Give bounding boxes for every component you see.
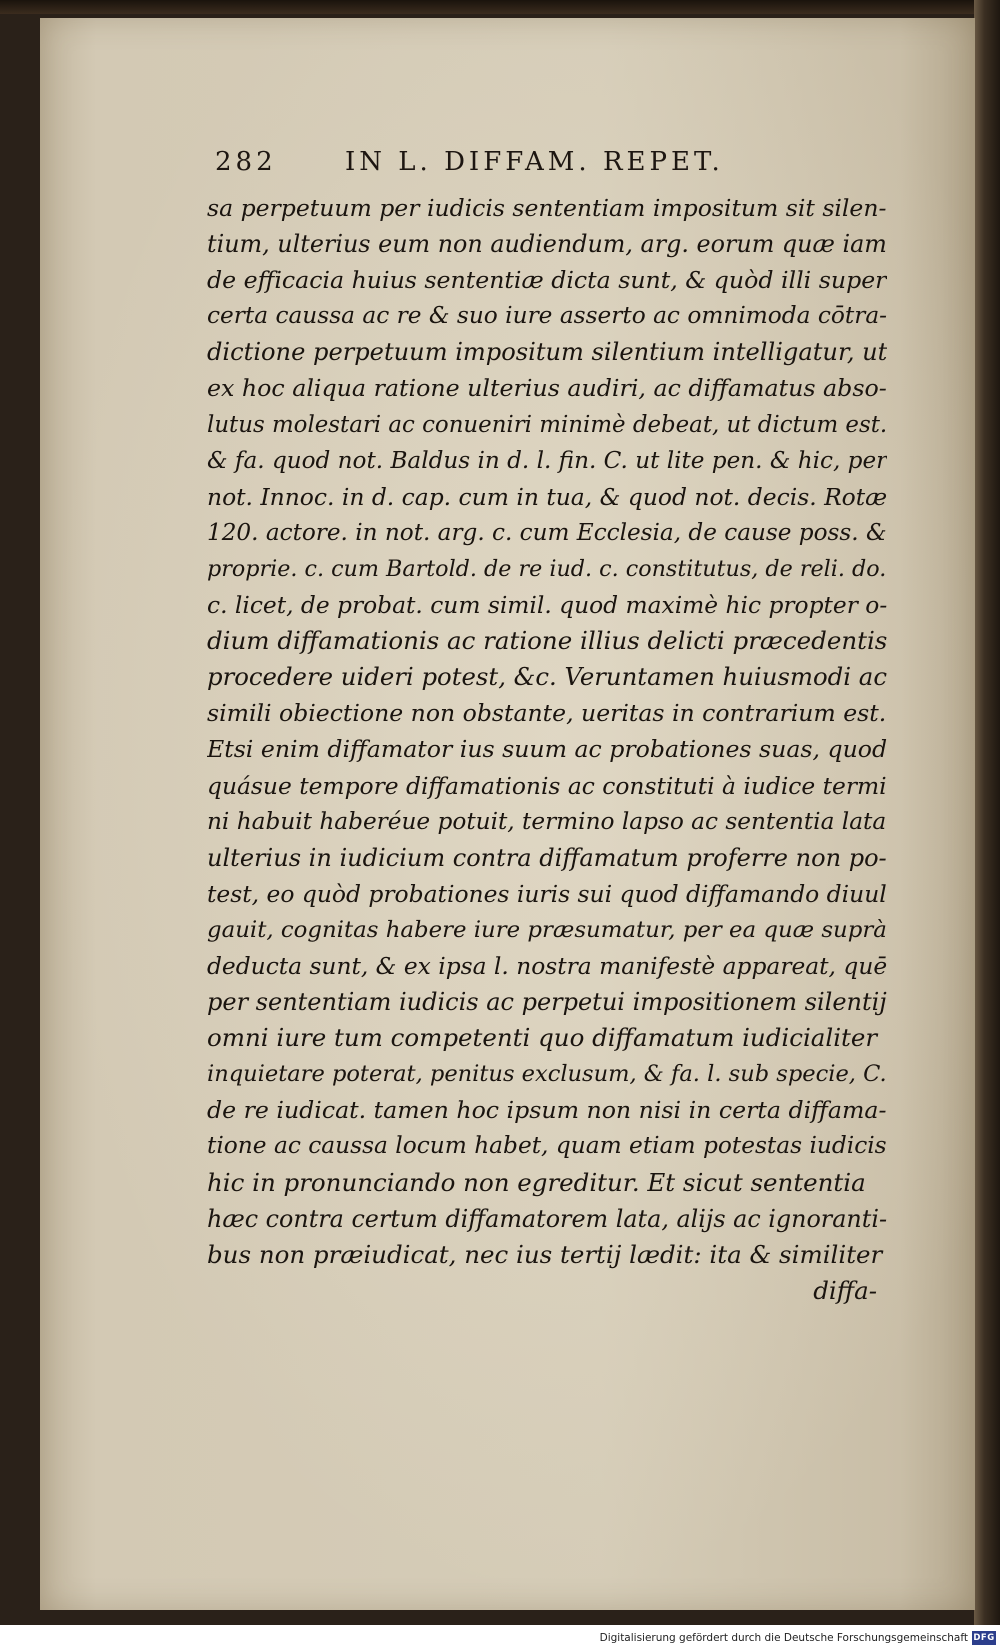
dfg-logo: DFG (973, 1633, 995, 1643)
text-line: de efficacia huius sententiæ dicta sunt, & quòd illi super (207, 266, 887, 295)
text-line: procedere uideri potest, &c. Veruntamen huiusmodi ac (207, 662, 887, 692)
text-line: certa caussa ac re & suo iure asserto ac omnimoda cōtra- (207, 302, 887, 330)
text-line: bus non præiudicat, nec ius tertij lædit: ita & similiter (207, 1239, 883, 1269)
text-line: deducta sunt, & ex ipsa l. nostra manifestè appareat, quē (207, 951, 887, 980)
text-line: quásue tempore diffamationis ac constituti à iudice termi (207, 771, 887, 800)
text-line: de re iudicat. tamen hoc ipsum non nisi in certa diffama- (207, 1096, 887, 1125)
book-top-edge (0, 0, 1000, 14)
text-line: hic in pronunciando non egreditur. Et sicut sententia (207, 1167, 866, 1197)
text-line: test, eo quòd probationes iuris sui quod diffamando diuul (207, 879, 887, 908)
text-line: tione ac caussa locum habet, quam etiam potestas iudicis (207, 1132, 887, 1160)
text-line: not. Innoc. in d. cap. cum in tua, & quod not. decis. Rotæ (207, 482, 887, 511)
page-number: 282 (215, 147, 277, 177)
text-line: sa perpetuum per iudicis sententiam impositum sit silen- (207, 194, 887, 222)
running-title: IN L. DIFFAM. REPET. (345, 147, 724, 177)
text-line: ex hoc aliqua ratione ulterius audiri, ac diffamatus abso- (207, 374, 887, 403)
digitization-footer (0, 1625, 1000, 1652)
text-line: 120. actore. in not. arg. c. cum Ecclesia, de cause poss. & (207, 519, 887, 546)
book-binding-edge (974, 0, 1000, 1625)
text-line: inquietare poterat, penitus exclusum, & fa. l. sub specie, C. (207, 1061, 887, 1088)
text-line: ulterius in iudicium contra diffamatum proferre non po- (207, 843, 887, 872)
text-line: gauit, cognitas habere iure præsumatur, per ea quæ suprà (207, 916, 887, 943)
text-line: dictione perpetuum impositum silentium intelligatur, ut (207, 338, 887, 367)
text-line: lutus molestari ac conueniri minimè debeat, ut dictum est. (207, 411, 887, 438)
funding-credit: Digitalisierung gefördert durch die Deutsche Forschungsgemeinschaft (599, 1632, 968, 1644)
text-line: simili obiectione non obstante, ueritas in contrarium est. (207, 699, 887, 728)
text-line: hæc contra certum diffamatorem lata, alijs ac ignoranti- (207, 1204, 887, 1233)
body-text (207, 190, 887, 1309)
text-line: dium diffamationis ac ratione illius delicti præcedentis (207, 626, 887, 656)
running-head (215, 147, 835, 187)
text-line: Etsi enim diffamator ius suum ac probationes suas, quod (207, 735, 887, 764)
text-line: per sententiam iudicis ac perpetui impositionem silentij (207, 988, 887, 1017)
text-line: & fa. quod not. Baldus in d. l. fin. C. ut lite pen. & hic, per (207, 447, 887, 474)
text-line: omni iure tum competenti quo diffamatum iudicialiter (207, 1023, 878, 1053)
text-line: c. licet, de probat. cum simil. quod maximè hic propter o- (207, 591, 887, 620)
text-line: tium, ulterius eum non audiendum, arg. eorum quæ iam (207, 230, 887, 259)
text-line: proprie. c. cum Bartold. de re iud. c. constitutus, de reli. do. (207, 555, 887, 582)
catchword: diffa- (813, 1275, 877, 1305)
text-line: ni habuit haberéue potuit, termino lapso ac sententia lata (207, 807, 887, 835)
